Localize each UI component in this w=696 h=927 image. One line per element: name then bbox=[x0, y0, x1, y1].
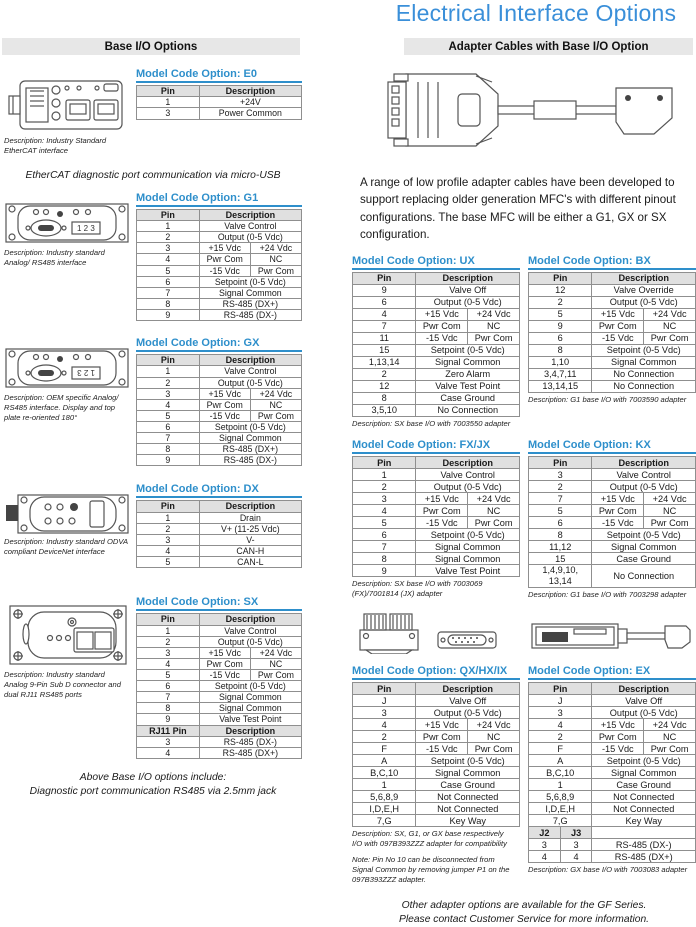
bx-table-title: Model Code Option: BX bbox=[528, 255, 696, 270]
gx-device-figure bbox=[4, 337, 136, 423]
model-code-option-kx bbox=[528, 439, 696, 599]
base-io-footer-line2: Diagnostic port communication RS485 via 2.5mm jack bbox=[29, 786, 277, 798]
fxjx-caption: Description: SX base I/O with 7003069 (FX)/7001814 (JX) adapter bbox=[352, 579, 483, 599]
g1-device-figure bbox=[4, 192, 136, 268]
ex-adapter-illustration bbox=[528, 618, 693, 654]
e0-caption: Description: Industry Standard EtherCAT interface bbox=[4, 136, 107, 155]
model-code-option-ux bbox=[352, 255, 520, 429]
qxhxix-pin-table: Pin Description J Valve Off 3 Output (0-5 Vdc) 4 +15 Vdc +24 Vdc 2 Pwr Com NC F -15 Vdc Pwr Com A Setpoint (0-5 Vdc) B,C,10 Signal Common 1 Case Ground 5,6,8,9 Not Connected I,D,E,H Not Connected 7,G Key Way bbox=[352, 682, 520, 827]
ux-caption: Description: SX base I/O with 7003550 adapter bbox=[352, 418, 511, 428]
section-e0 bbox=[4, 68, 302, 156]
kx-pin-table: Pin Description 3 Valve Control 2 Output (0-5 Vdc) 7 +15 Vdc +24 Vdc 5 Pwr Com NC 6 -15 Vdc Pwr Com 8 Setpoint (0-5 Vdc) 11,12 Signal Common 15 Case Ground 1,4,9,10, 13,14 No Connection bbox=[528, 456, 696, 587]
dx-device-illustration bbox=[4, 491, 130, 535]
model-code-option-e0 bbox=[136, 68, 302, 120]
adapter-cable-illustration bbox=[366, 68, 676, 156]
qxhxix-note: Note: Pin No 10 can be disconnected from Signal Common by removing jumper P1 on the 097B393ZZZ adapter. bbox=[352, 855, 510, 884]
svg-text:1 2 3: 1 2 3 bbox=[77, 368, 95, 378]
sx-device-illustration bbox=[4, 604, 130, 668]
ux-pin-table: Pin Description 9 Valve Off 6 Output (0-5 Vdc) 4 +15 Vdc +24 Vdc 7 Pwr Com NC 11 -15 Vdc Pwr Com 15 Setpoint (0-5 Vdc) 1,13,14 Signal Common 2 Zero Alarm 12 Valve Test Point 8 Case Ground 3,5,10 No Connection bbox=[352, 272, 520, 417]
sx-device-figure bbox=[4, 596, 136, 700]
section-header-base-io: Base I/O Options bbox=[2, 38, 300, 55]
sx-caption: Description: Industry standard Analog 9-Pin Sub D connector and dual RJ11 RS485 ports bbox=[4, 670, 121, 699]
base-io-column bbox=[4, 62, 302, 799]
ex-caption: Description: GX base I/O with 7003083 adapter bbox=[528, 865, 688, 875]
g1-table-title: Model Code Option: G1 bbox=[136, 192, 302, 207]
section-sx bbox=[4, 596, 302, 759]
model-code-option-fxjx bbox=[352, 439, 520, 599]
section-dx bbox=[4, 483, 302, 568]
model-code-option-dx bbox=[136, 483, 302, 568]
ex-pin-table: Pin Description J Valve Off 3 Output (0-5 Vdc) 4 +15 Vdc +24 Vdc 2 Pwr Com NC F -15 Vdc Pwr Com A Setpoint (0-5 Vdc) B,C,10 Signal Common 1 Case Ground 5,6,8,9 Not Connected I,D,E,H Not Connected 7,G Key Way J2 J3 3 3 RS-485 (DX-) 4 4 RS-485 (DX+) bbox=[528, 682, 696, 863]
base-io-footer-note bbox=[4, 771, 302, 799]
model-code-option-qxhxix bbox=[352, 665, 520, 884]
gx-pin-table: Pin Description 1 Valve Control 2 Output (0-5 Vdc) 3 +15 Vdc +24 Vdc 4 Pwr Com NC 5 -15 Vdc Pwr Com 6 Setpoint (0-5 Vdc) 7 Signal Common 8 RS-485 (DX+) 9 RS-485 (DX-) bbox=[136, 354, 302, 466]
gx-table-title: Model Code Option: GX bbox=[136, 337, 302, 352]
dx-pin-table: Pin Description 1 Drain 2 V+ (11-25 Vdc) 3 V- 4 CAN-H 5 CAN-L bbox=[136, 500, 302, 568]
adapter-footer-line1: Other adapter options are available for the GF Series. bbox=[401, 899, 647, 911]
svg-text:1 2 3: 1 2 3 bbox=[77, 223, 95, 233]
dx-caption: Description: Industry standard ODVA compliant DeviceNet interface bbox=[4, 537, 128, 557]
page-title: Electrical Interface Options bbox=[395, 0, 677, 26]
model-code-option-sx bbox=[136, 596, 302, 759]
qxhxix-caption: Description: SX, G1, or GX base respectively I/O with 097B393ZZZ adapter for compatibility bbox=[352, 829, 507, 849]
section-gx bbox=[4, 337, 302, 466]
model-code-option-ex bbox=[528, 665, 696, 875]
dx-device-figure bbox=[4, 483, 136, 557]
adapter-tables-grid bbox=[352, 255, 696, 885]
e0-device-illustration bbox=[4, 76, 130, 134]
ex-adapter-figure bbox=[528, 612, 696, 654]
sx-pin-table: Pin Description 1 Valve Control 2 Output (0-5 Vdc) 3 +15 Vdc +24 Vdc 4 Pwr Com NC 5 -15 Vdc Pwr Com 6 Setpoint (0-5 Vdc) 7 Signal Common 8 Signal Common 9 Valve Test Point RJ11 Pin Description 3 RS-485 (DX-) 4 RS-485 (DX+) bbox=[136, 613, 302, 759]
adapter-footer-note bbox=[352, 899, 696, 927]
g1-caption: Description: Industry standard Analog/ RS485 interface bbox=[4, 247, 105, 267]
ex-table-title: Model Code Option: EX bbox=[528, 665, 696, 680]
ethercat-note: EtherCAT diagnostic port communication via micro-USB bbox=[25, 169, 281, 181]
e0-device-figure bbox=[4, 68, 136, 156]
section-g1 bbox=[4, 192, 302, 321]
kx-caption: Description: G1 base I/O with 7003298 adapter bbox=[528, 589, 687, 599]
fxjx-table-title: Model Code Option: FX/JX bbox=[352, 439, 520, 454]
e0-table-title: Model Code Option: E0 bbox=[136, 68, 302, 83]
qxhxix-connector-illustration bbox=[352, 612, 502, 654]
qxhxix-table-title: Model Code Option: QX/HX/IX bbox=[352, 665, 520, 680]
qxhxix-connector-figure bbox=[352, 612, 520, 654]
g1-device-illustration bbox=[4, 200, 130, 246]
model-code-option-gx bbox=[136, 337, 302, 466]
adapter-cables-column bbox=[352, 58, 696, 927]
g1-pin-table: Pin Description 1 Valve Control 2 Output (0-5 Vdc) 3 +15 Vdc +24 Vdc 4 Pwr Com NC 5 -15 Vdc Pwr Com 6 Setpoint (0-5 Vdc) 7 Signal Common 8 RS-485 (DX+) 9 RS-485 (DX-) bbox=[136, 209, 302, 321]
gx-device-illustration bbox=[4, 345, 130, 391]
fxjx-pin-table: Pin Description 1 Valve Control 2 Output (0-5 Vdc) 3 +15 Vdc +24 Vdc 4 Pwr Com NC 5 -15 Vdc Pwr Com 6 Setpoint (0-5 Vdc) 7 Signal Common 8 Signal Common 9 Valve Test Point bbox=[352, 456, 520, 577]
adapter-footer-line2: Please contact Customer Service for more information. bbox=[398, 913, 650, 925]
section-header-adapter-cables: Adapter Cables with Base I/O Option bbox=[404, 38, 693, 55]
e0-pin-table: Pin Description 1 +24V 3 Power Common bbox=[136, 85, 302, 120]
sx-table-title: Model Code Option: SX bbox=[136, 596, 302, 611]
bx-caption: Description: G1 base I/O with 7003590 adapter bbox=[528, 394, 687, 404]
model-code-option-g1 bbox=[136, 192, 302, 321]
bx-pin-table: Pin Description 12 Valve Override 2 Output (0-5 Vdc) 5 +15 Vdc +24 Vdc 9 Pwr Com NC 6 -15 Vdc Pwr Com 8 Setpoint (0-5 Vdc) 1,10 Signal Common 3,4,7,11 No Connection 13,14,15 No Connection bbox=[528, 272, 696, 393]
dx-table-title: Model Code Option: DX bbox=[136, 483, 302, 498]
ux-table-title: Model Code Option: UX bbox=[352, 255, 520, 270]
model-code-option-bx bbox=[528, 255, 696, 405]
kx-table-title: Model Code Option: KX bbox=[528, 439, 696, 454]
gx-caption: Description: OEM specific Analog/ RS485 interface. Display and top plate re-oriented 180° bbox=[4, 393, 119, 422]
base-io-footer-line1: Above Base I/O options include: bbox=[79, 772, 227, 784]
adapter-intro-paragraph: A range of low profile adapter cables have been developed to support replacing older generation MFC's with different pinout configurations. The base MFC will be either a G1, GX or SX configuration. bbox=[360, 176, 676, 242]
